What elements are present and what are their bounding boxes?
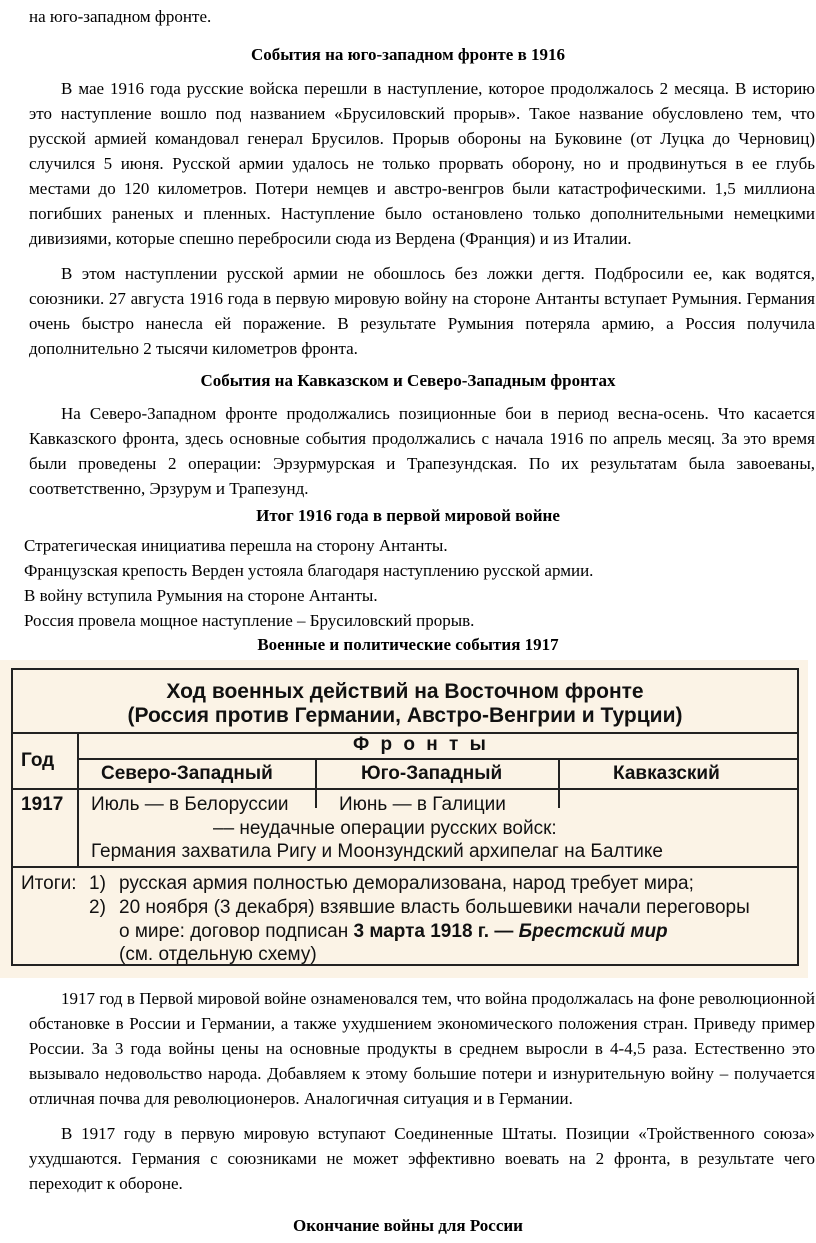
paragraph: В мае 1916 года русские войска перешли в наступление, которое продолжалось 2 месяца. В историю это наступление вошло под названием «Брусиловский прорыв». Такое название обусловлено тем, что русской армией командовал генерал Брусилов. Прорыв обороны на Буковине (от Луцка до Черновиц) случился 5 июня. Русской армии удалось не только прорвать оборону, но и продвинуться в ее глубь местами до 120 километров. Потери немцев и австро-венгров были катастрофическими. 1,5 миллиона погибших раненых и пленных. Наступление было остановлено только дополнительными немецкими дивизиями, которые спешно перебросили сюда из Вердена (Франция) и из Италии. [29,79,815,248]
table-title [13,680,797,728]
result-text: (см. отдельную схему) [119,944,317,965]
table-rule [558,758,560,808]
table-rule [13,788,797,790]
result-date: 3 марта 1918 г. — [353,921,514,942]
table-rule [13,866,797,868]
year-cell: 1917 [21,794,64,815]
section-caucasus-text [29,401,815,501]
section-1917-text [29,986,815,1196]
result-text: русская армия полностью деморализована, народ требует мира; [119,873,694,894]
heading-end-of-war: Окончание войны для России [293,1216,523,1235]
heading-events-1917: Военные и политические события 1917 [257,635,559,654]
heading-results-1916: Итог 1916 года в первой мировой войне [256,506,560,525]
table-title-line: Ход военных действий на Восточном фронте [166,680,644,703]
fronts-header: Ф р о н т ы [353,734,489,755]
year-header: Год [21,750,55,771]
list-item: Французская крепость Верден устояла благодаря наступлению русской армии. [24,561,594,580]
heading-caucasus-northwest: События на Кавказском и Северо-Западным фронтах [200,371,616,390]
result-treaty: Брестский мир [518,921,668,942]
results-label: Итоги: [21,873,77,894]
heading-southwest-1916: События на юго-западном фронте в 1916 [250,45,566,64]
eastern-front-table [11,668,799,966]
column-southwest: Юго-Западный [361,763,503,784]
column-northwest: Северо-Западный [101,763,273,784]
table-rule [77,732,79,866]
list-item: Россия провела мощное наступление – Брусиловский прорыв. [24,611,475,630]
northwest-cell: Июль — в Белоруссии [91,794,289,815]
result-text-part: о мире: договор подписан [119,921,349,942]
table-rule [315,758,317,808]
result-text: 20 ноября (3 декабря) взявшие власть большевики начали переговоры [119,897,750,918]
intro-line: на юго-западном фронте. [29,7,212,26]
merged-line: Германия захватила Ригу и Моонзундский архипелаг на Балтике [91,841,663,862]
paragraph: В этом наступлении русской армии не обошлось без ложки дегтя. Подбросили ее, как водятся, союзники. 27 августа 1916 года в первую мировую войну на стороне Антанты вступает Румыния. Германия очень быстро нанесла ей поражение. В результате Румыния потеряла армию, а Россия получила дополнительно 2 тысячи километров фронта. [29,264,815,358]
result-number: 2) [89,897,106,918]
paragraph: В 1917 году в первую мировую вступают Соединенные Штаты. Позиции «Тройственного союза» ухудшаются. Германия с союзниками не может эффективно воевать на 2 фронта, в результате чего переходит к обороне. [29,1124,815,1193]
paragraph: 1917 год в Первой мировой войне ознаменовался тем, что война продолжалась на фоне революционной обстановке в России и Германии, а также ухудшением экономического положения стран. Приведу пример России. За 3 года войны цены на основные продукты в среднем выросли в 4-4,5 раза. Естественно это вызывало недовольство народа. Добавляем к этому большие потери и изнурительную войну – получается отличная почва для революционеров. Аналогичная ситуация и в Германии. [29,989,815,1108]
list-item: Стратегическая инициатива перешла на сторону Антанты. [24,536,448,555]
eastern-front-table-image [0,660,808,978]
result-number: 1) [89,873,106,894]
list-item: В войну вступила Румыния на стороне Антанты. [24,586,378,605]
table-title-line: (Россия против Германии, Австро-Венгрии и Турции) [127,704,683,727]
table-rule [79,758,797,760]
section-southwest-text [29,76,815,361]
column-caucasus: Кавказский [613,763,720,784]
southwest-cell: Июнь — в Галиции [339,794,506,815]
merged-line: –– неудачные операции русских войск: [213,818,557,839]
results-list [24,533,804,633]
paragraph: На Северо-Западном фронте продолжались позиционные бои в период весна-осень. Что касается Кавказского фронта, здесь основные события продолжались с начала 1916 по апрель месяц. За это время были проведены 2 операции: Эрзурмурская и Трапезундская. По их результатам была завоеваны, соответственно, Эрзурум и Трапезунд. [29,404,815,498]
result-text [119,921,668,943]
